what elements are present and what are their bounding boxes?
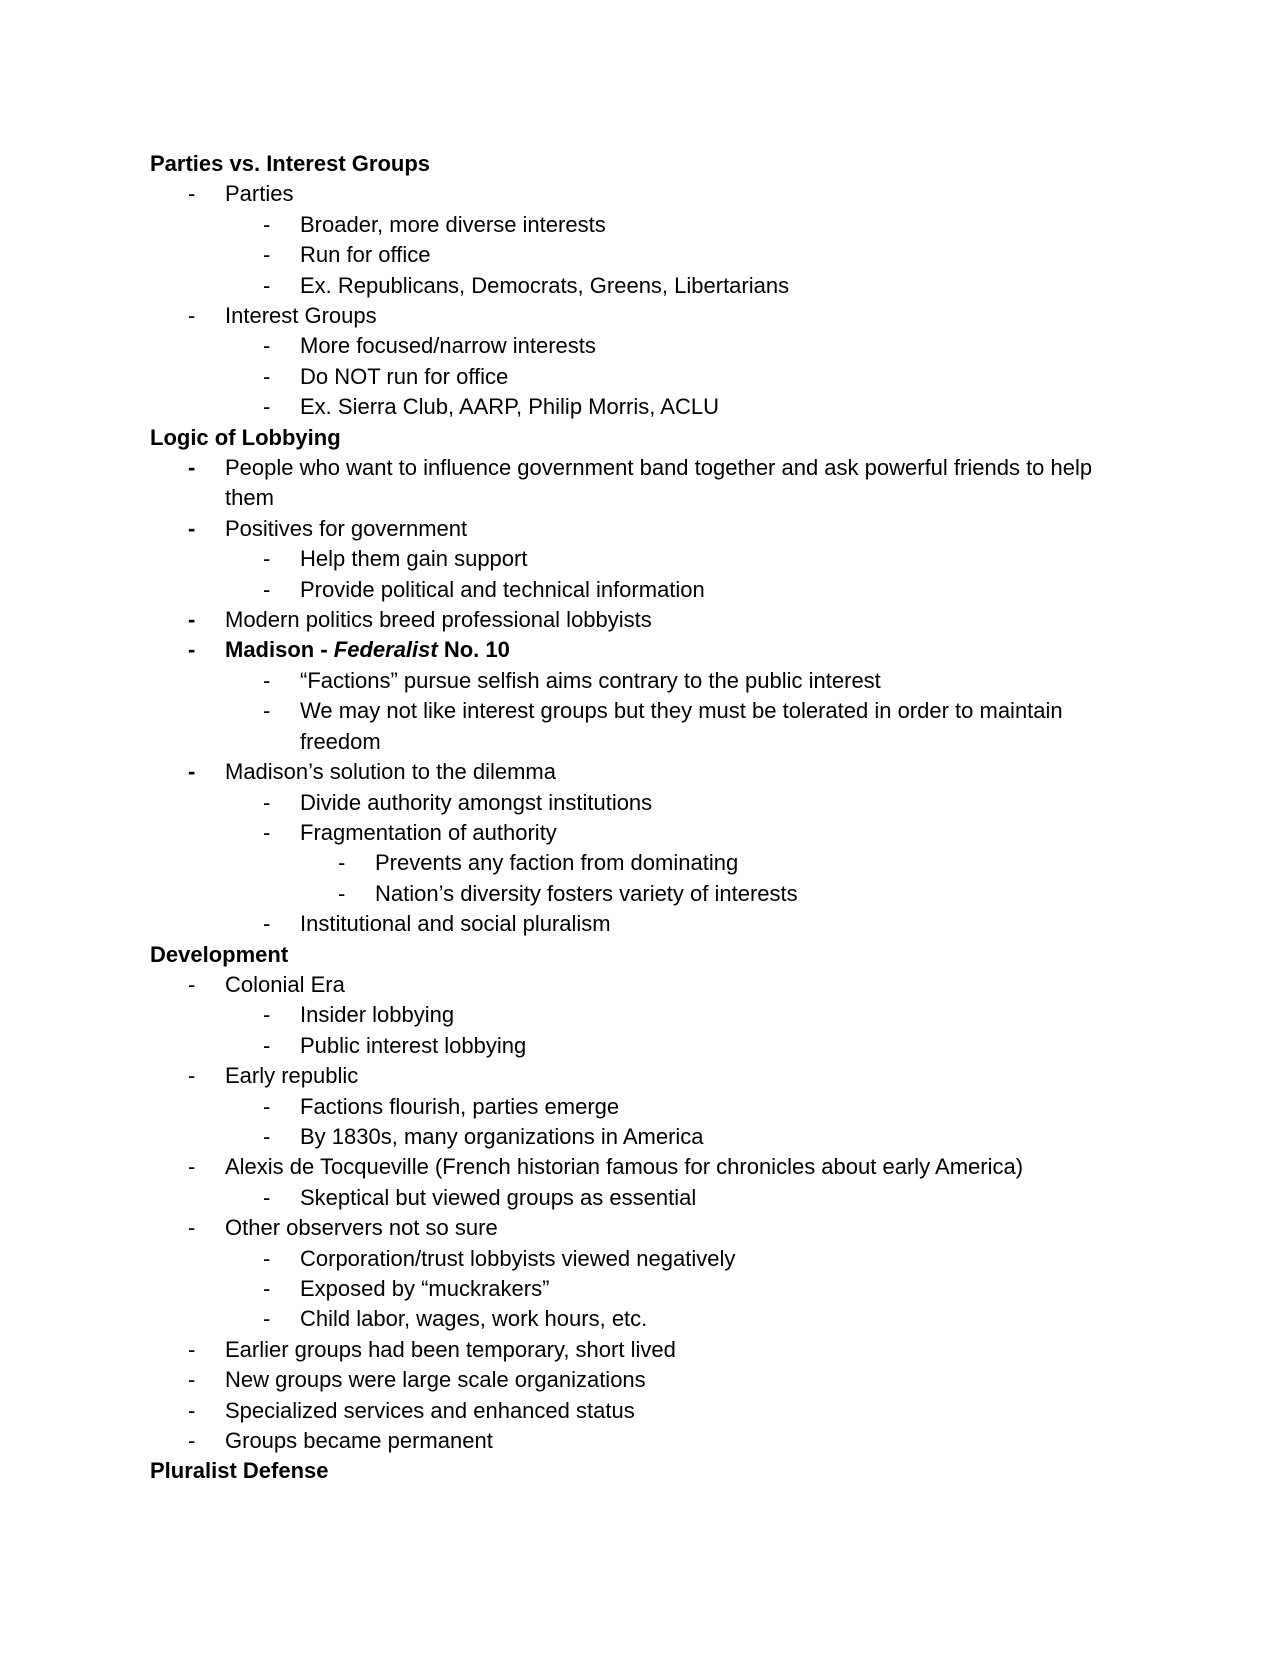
list-bullet: -: [188, 455, 196, 481]
list-item: [150, 514, 1130, 544]
list-item: [150, 1152, 1130, 1182]
list-item-text: [300, 696, 1130, 757]
list-item-text: [300, 544, 1130, 574]
list-item-text-part: Run for office: [300, 242, 431, 268]
list-item: [150, 271, 1130, 301]
list-item-text: [300, 1304, 1130, 1334]
list-bullet: -: [263, 1123, 271, 1149]
list-bullet: -: [263, 272, 271, 298]
list-item-text-part: Skeptical but viewed groups as essential: [300, 1184, 697, 1210]
list-item: [150, 453, 1130, 514]
list-item-text-part: Ex. Sierra Club, AARP, Philip Morris, ACLU: [300, 394, 719, 420]
list-item-text-part: Prevents any faction from dominating: [375, 850, 739, 876]
list-bullet: -: [263, 1002, 271, 1028]
list-item-text: [300, 362, 1130, 392]
list-item: [150, 970, 1130, 1000]
list-item-text-part: People who want to influence government band together and ask powerful friends to help them: [225, 455, 1093, 511]
list-item-text-part: No. 10: [437, 637, 510, 663]
list-item-text-part: Groups became permanent: [225, 1428, 493, 1454]
list-item-text: [300, 788, 1130, 818]
list-item: [150, 788, 1130, 818]
list-bullet: -: [188, 607, 196, 633]
list-item-text: [225, 635, 1130, 665]
list-bullet: -: [338, 850, 346, 876]
list-bullet: -: [188, 181, 196, 207]
list-bullet: -: [188, 1215, 196, 1241]
list-item-text: [300, 392, 1130, 422]
list-item-text-part: Madison’s solution to the dilemma: [225, 759, 556, 785]
list-item-text: [225, 1213, 1130, 1243]
list-item-text-part: Nation’s diversity fosters variety of interests: [375, 880, 798, 906]
list-bullet: -: [263, 667, 271, 693]
list-item-text-part: New groups were large scale organizations: [225, 1367, 646, 1393]
list-item: [150, 179, 1130, 209]
list-item: [150, 848, 1130, 878]
section-heading: Logic of Lobbying: [150, 424, 341, 450]
list-item-text: [375, 848, 1130, 878]
list-item-text-part: Madison -: [225, 637, 334, 663]
list-item-text: [300, 1274, 1130, 1304]
list-item-text: [300, 210, 1130, 240]
list-bullet: -: [188, 1336, 196, 1362]
section-heading: Pluralist Defense: [150, 1458, 329, 1484]
list-bullet: -: [188, 637, 196, 663]
list-item: [150, 1335, 1130, 1365]
list-item-text-part: Insider lobbying: [300, 1002, 455, 1028]
list-item: [150, 1365, 1130, 1395]
list-item: [150, 1396, 1130, 1426]
list-bullet: -: [188, 303, 196, 329]
list-item-text: [225, 1152, 1130, 1182]
list-item-text-part: Divide authority amongst institutions: [300, 789, 653, 815]
list-item-text-part: Provide political and technical information: [300, 576, 705, 602]
list-item-text-part: Corporation/trust lobbyists viewed negatively: [300, 1245, 736, 1271]
section-heading: Parties vs. Interest Groups: [150, 151, 430, 176]
list-item-text: [300, 1122, 1130, 1152]
list-item: [150, 331, 1130, 361]
list-bullet: -: [263, 363, 271, 389]
list-bullet: -: [263, 1275, 271, 1301]
list-item-text: [300, 575, 1130, 605]
list-bullet: -: [263, 211, 271, 237]
list-item-text-part: Help them gain support: [300, 546, 528, 572]
list-bullet: -: [263, 546, 271, 572]
list-item: [150, 1304, 1130, 1334]
list-item-text-part: We may not like interest groups but they must be tolerated in order to maintain freedom: [300, 698, 1063, 754]
list-item: [150, 909, 1130, 939]
list-item-text-part: Ex. Republicans, Democrats, Greens, Libertarians: [300, 272, 790, 298]
list-bullet: -: [188, 971, 196, 997]
list-item-text-part: Colonial Era: [225, 971, 345, 997]
list-bullet: -: [188, 1428, 196, 1454]
list-item-text-part: Factions flourish, parties emerge: [300, 1093, 620, 1119]
list-item-text: [300, 1183, 1130, 1213]
list-item: [150, 544, 1130, 574]
list-item-text-part: Broader, more diverse interests: [300, 211, 606, 237]
list-item: [150, 1274, 1130, 1304]
list-item-text: [225, 757, 1130, 787]
list-item-text-part: Institutional and social pluralism: [300, 911, 611, 937]
list-item-text: [225, 301, 1130, 331]
list-item-text-part: By 1830s, many organizations in America: [300, 1123, 704, 1149]
list-item-text: [225, 970, 1130, 1000]
list-bullet: -: [263, 1306, 271, 1332]
list-bullet: -: [263, 911, 271, 937]
list-item-text-part: Do NOT run for office: [300, 363, 509, 389]
list-item: [150, 1000, 1130, 1030]
list-item-text-part: Child labor, wages, work hours, etc.: [300, 1306, 648, 1332]
list-item-text: [300, 909, 1130, 939]
list-item-text: [300, 1031, 1130, 1061]
list-item: [150, 666, 1130, 696]
list-item-text-part: Fragmentation of authority: [300, 819, 557, 845]
list-item-text: [300, 240, 1130, 270]
list-item-text-part: Other observers not so sure: [225, 1215, 498, 1241]
list-item-text-part: “Factions” pursue selfish aims contrary to the public interest: [300, 667, 881, 693]
list-bullet: -: [263, 1184, 271, 1210]
list-item-text: [225, 1396, 1130, 1426]
document-body: [150, 149, 1130, 1487]
list-bullet: -: [263, 1032, 271, 1058]
list-item-text: [225, 1061, 1130, 1091]
list-bullet: -: [263, 819, 271, 845]
list-item-text: [300, 1000, 1130, 1030]
list-item-text-part: Modern politics breed professional lobbyists: [225, 607, 652, 633]
list-bullet: -: [188, 1063, 196, 1089]
list-item: [150, 1213, 1130, 1243]
list-item-text: [225, 514, 1130, 544]
list-item: [150, 575, 1130, 605]
list-bullet: -: [188, 1154, 196, 1180]
list-bullet: -: [188, 1367, 196, 1393]
list-bullet: -: [263, 789, 271, 815]
list-item-text-part: Specialized services and enhanced status: [225, 1397, 635, 1423]
list-item-text: [300, 271, 1130, 301]
list-item: [150, 635, 1130, 665]
list-bullet: -: [263, 1093, 271, 1119]
list-item: [150, 210, 1130, 240]
list-item-text-part: Early republic: [225, 1063, 359, 1089]
list-item: [150, 240, 1130, 270]
list-item-text-part: Earlier groups had been temporary, short lived: [225, 1336, 676, 1362]
list-item: [150, 1031, 1130, 1061]
list-item-text-part: Positives for government: [225, 515, 468, 541]
list-bullet: -: [263, 394, 271, 420]
list-bullet: -: [263, 698, 271, 724]
list-item-text-italic: Federalist: [333, 637, 438, 663]
list-bullet: -: [188, 1397, 196, 1423]
list-item: [150, 1122, 1130, 1152]
list-item-text: [225, 179, 1130, 209]
list-item-text: [300, 666, 1130, 696]
list-item: [150, 879, 1130, 909]
list-item-text: [300, 818, 1130, 848]
list-item: [150, 605, 1130, 635]
list-bullet: -: [263, 242, 271, 268]
list-item: [150, 392, 1130, 422]
list-bullet: -: [263, 576, 271, 602]
list-bullet: -: [188, 515, 196, 541]
list-item-text: [225, 1335, 1130, 1365]
list-item-text: [225, 1426, 1130, 1456]
list-item: [150, 757, 1130, 787]
list-item: [150, 1092, 1130, 1122]
list-item-text: [300, 1092, 1130, 1122]
list-item-text-part: Alexis de Tocqueville (French historian famous for chronicles about early America): [225, 1154, 1024, 1180]
list-bullet: -: [338, 880, 346, 906]
list-item-text: [225, 1365, 1130, 1395]
section-heading: Development: [150, 941, 289, 967]
list-item-text-part: Public interest lobbying: [300, 1032, 527, 1058]
list-item: [150, 696, 1130, 757]
list-item: [150, 1061, 1130, 1091]
list-item-text-part: Parties: [225, 181, 294, 207]
list-item-text-part: Exposed by “muckrakers”: [300, 1275, 550, 1301]
list-item-text: [300, 1244, 1130, 1274]
list-bullet: -: [188, 759, 196, 785]
list-item: [150, 1244, 1130, 1274]
list-item-text: [225, 605, 1130, 635]
list-item: [150, 362, 1130, 392]
list-item: [150, 818, 1130, 848]
list-item: [150, 1426, 1130, 1456]
list-bullet: -: [263, 333, 271, 359]
list-item-text: [375, 879, 1130, 909]
list-item-text-part: Interest Groups: [225, 303, 377, 329]
list-item-text: [300, 331, 1130, 361]
list-bullet: -: [263, 1245, 271, 1271]
list-item-text-part: More focused/narrow interests: [300, 333, 596, 359]
list-item-text: [225, 453, 1130, 514]
list-item: [150, 301, 1130, 331]
list-item: [150, 1183, 1130, 1213]
